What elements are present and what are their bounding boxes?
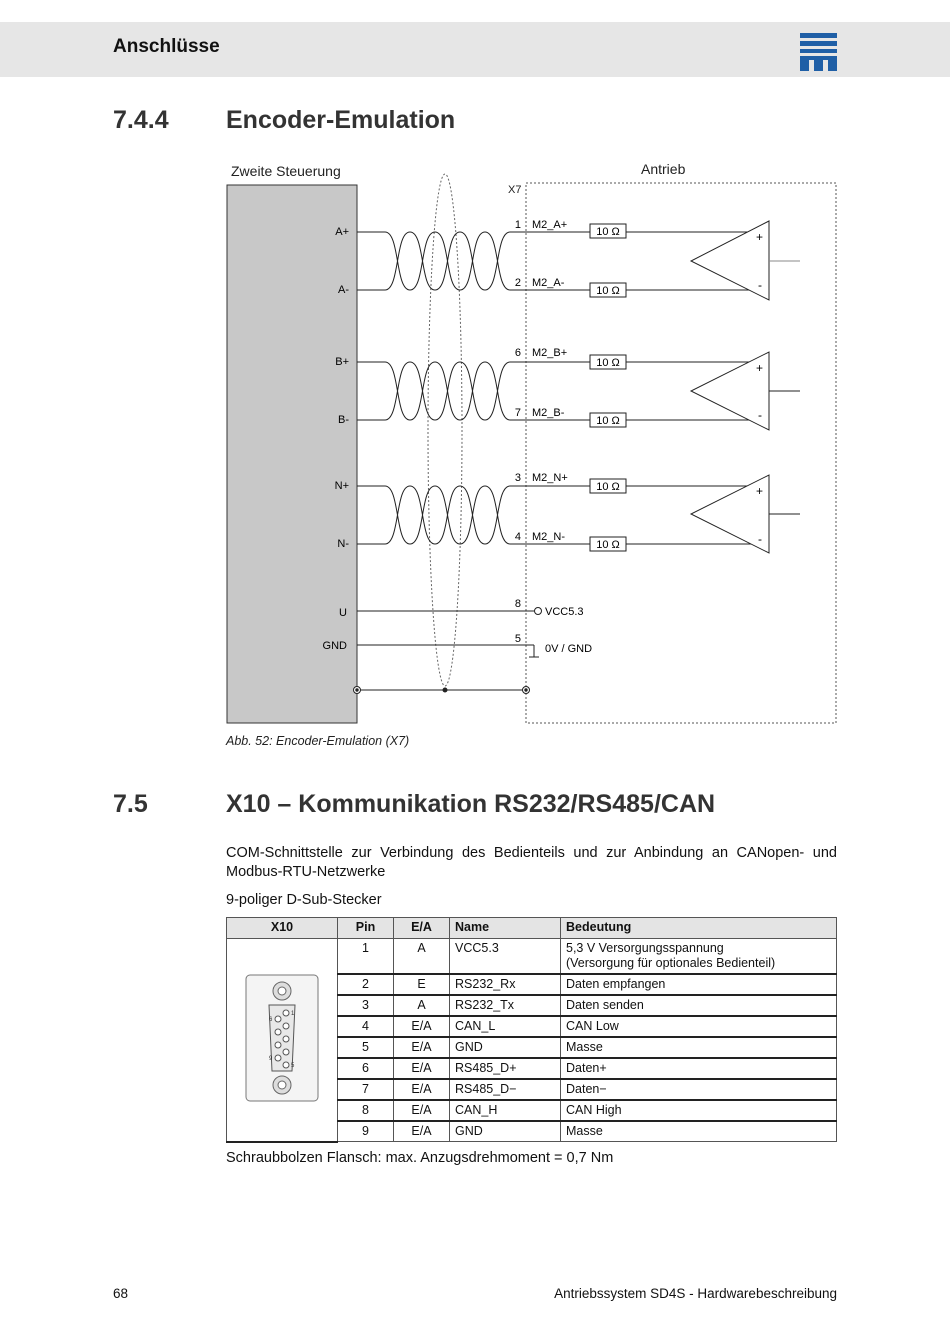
connector-subheading: 9-poliger D-Sub-Stecker (226, 892, 382, 908)
name-cell: CAN_L (450, 1016, 561, 1037)
drive-box (526, 183, 836, 723)
name-cell: RS232_Tx (450, 995, 561, 1016)
column-header: Bedeutung (561, 918, 837, 939)
io-cell: E/A (394, 1121, 450, 1142)
svg-text:5: 5 (291, 1062, 295, 1069)
io-cell: E/A (394, 1016, 450, 1037)
io-cell: E/A (394, 1100, 450, 1121)
signal-label: A- (338, 284, 349, 296)
comparator-minus: - (758, 278, 762, 292)
pin-cell: 9 (338, 1121, 394, 1142)
resistor-label: 10 Ω (596, 481, 620, 493)
resistor-label: 10 Ω (596, 415, 620, 427)
pin-cell: 3 (338, 995, 394, 1016)
desc-cell: Daten senden (561, 995, 837, 1016)
signal-label: N+ (334, 480, 349, 492)
desc-cell: Daten empfangen (561, 974, 837, 995)
pin-name: M2_A- (532, 277, 565, 289)
pin-number: 6 (514, 347, 521, 359)
desc-cell: CAN High (561, 1100, 837, 1121)
pin-name: M2_B- (532, 407, 565, 419)
resistor-label: 10 Ω (596, 285, 620, 297)
name-cell: VCC5.3 (450, 939, 561, 975)
torque-note: Schraubbolzen Flansch: max. Anzugsdrehmoment = 0,7 Nm (226, 1150, 614, 1166)
pin-cell: 1 (338, 939, 394, 975)
intro-paragraph: COM-Schnittstelle zur Verbindung des Bedienteils und zur Anbindung an CANopen- und Modbus-RTU-Netzwerke (226, 845, 837, 880)
controller-label: Zweite Steuerung (231, 163, 341, 179)
pin-number: 5 (514, 633, 521, 645)
svg-text:1: 1 (291, 1010, 295, 1017)
pin-name: M2_N- (532, 531, 566, 543)
comparator-minus: - (758, 408, 762, 422)
table-header-row (227, 918, 837, 939)
cable-shield (428, 174, 462, 686)
desc-cell: Masse (561, 1037, 837, 1058)
comparator-b (691, 352, 800, 430)
section-title: X10 – Kommunikation RS232/RS485/CAN (226, 790, 716, 818)
column-header: Pin (338, 918, 394, 939)
pin-number: 3 (514, 472, 521, 484)
pin-cell: 5 (338, 1037, 394, 1058)
name-cell: GND (450, 1037, 561, 1058)
io-cell: E/A (394, 1079, 450, 1100)
svg-text:6: 6 (269, 1016, 273, 1023)
desc-cell: Daten+ (561, 1058, 837, 1079)
header-title: Anschlüsse (113, 36, 220, 57)
pin-cell: 2 (338, 974, 394, 995)
comparator-plus: + (756, 230, 764, 244)
name-cell: RS232_Rx (450, 974, 561, 995)
pin-number: 2 (514, 277, 521, 289)
pin-cell: 7 (338, 1079, 394, 1100)
comparator-plus: + (756, 484, 764, 498)
drive-label: Antrieb (641, 161, 686, 177)
pin-number: 7 (514, 407, 521, 419)
column-header: E/A (394, 918, 450, 939)
pin-name: M2_N+ (532, 472, 568, 484)
signal-label: A+ (335, 226, 349, 238)
section-number: 7.4.4 (113, 106, 169, 134)
desc-cell: CAN Low (561, 1016, 837, 1037)
page-number: 68 (113, 1286, 129, 1301)
section-title: Encoder-Emulation (226, 106, 456, 134)
section-number: 7.5 (113, 790, 148, 818)
connector-cell (227, 939, 338, 1142)
resistor-label: 10 Ω (596, 357, 620, 369)
comparator-minus: - (758, 532, 762, 546)
dsub-9-connector-icon (242, 973, 322, 1103)
resistor-label: 10 Ω (596, 539, 620, 551)
pin-cell: 8 (338, 1100, 394, 1121)
table-row (227, 939, 837, 975)
desc-cell: 5,3 V Versorgungsspannung (Versorgung für optionales Bedienteil) (561, 939, 837, 975)
document-title: Antriebssystem SD4S - Hardwarebeschreibung (554, 1286, 837, 1301)
gnd-label: 0V / GND (545, 643, 593, 655)
signal-label: N- (337, 538, 349, 550)
comparator-n (691, 475, 800, 553)
figure-caption: Abb. 52: Encoder-Emulation (X7) (226, 734, 410, 748)
desc-cell: Masse (561, 1121, 837, 1142)
shield-ground-line (354, 687, 530, 694)
vcc-label: VCC5.3 (545, 606, 584, 618)
pin-number: 4 (514, 531, 521, 543)
signal-label: B+ (335, 356, 349, 368)
name-cell: GND (450, 1121, 561, 1142)
signal-label: GND (322, 640, 347, 652)
connector-label: X7 (508, 184, 522, 196)
io-cell: A (394, 995, 450, 1016)
svg-text:9: 9 (269, 1055, 273, 1062)
column-header: Name (450, 918, 561, 939)
pin-number: 8 (514, 598, 521, 610)
name-cell: CAN_H (450, 1100, 561, 1121)
name-cell: RS485_D− (450, 1079, 561, 1100)
io-cell: A (394, 939, 450, 975)
resistor-label: 10 Ω (596, 226, 620, 238)
signal-label: U (339, 607, 347, 619)
pin-cell: 6 (338, 1058, 394, 1079)
desc-cell: Daten− (561, 1079, 837, 1100)
pin-name: M2_A+ (532, 219, 568, 231)
comparator-plus: + (756, 361, 764, 375)
io-cell: E/A (394, 1058, 450, 1079)
pin-cell: 4 (338, 1016, 394, 1037)
io-cell: E (394, 974, 450, 995)
signal-label: B- (338, 414, 349, 426)
name-cell: RS485_D+ (450, 1058, 561, 1079)
comparator-a (691, 221, 800, 300)
pin-number: 1 (514, 219, 521, 231)
pin-table (226, 917, 837, 1143)
resistor-group (590, 224, 626, 551)
column-header: X10 (227, 918, 338, 939)
io-cell: E/A (394, 1037, 450, 1058)
pin-name: M2_B+ (532, 347, 568, 359)
